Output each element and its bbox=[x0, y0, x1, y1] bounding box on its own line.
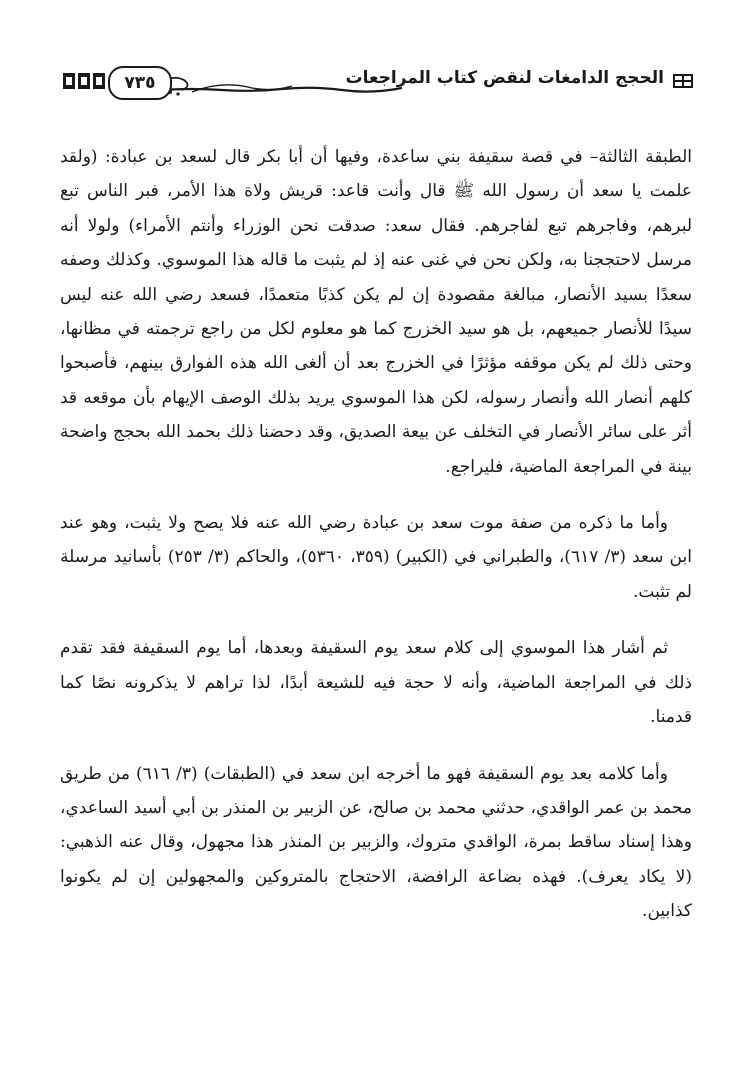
book-title: الحجج الدامغات لنقض كتاب المراجعات bbox=[345, 68, 664, 88]
paragraph-after-saqifa: وأما كلامه بعد يوم السقيفة فهو ما أخرجه ابن سعد في (الطبقات) (٣/ ٦١٦) من طريق محمد بن عمر الواقدي، حدثني محمد بن صالح، عن الزبير بن المنذر بن أبي أسيد الساعدي، وهذا إسناد ساقط بمرة، الواقدي متروك، والزبير بن المنذر هذا مجهول، وقال عنه الذهبي: (لا يكاد يعرف). فهذه بضاعة الرافضة، الاحتجاج بالمتروكين والمجهولين إن لم يكونوا كذابين. bbox=[60, 763, 692, 922]
paragraph-saqifa-speech: ثم أشار هذا الموسوي إلى كلام سعد يوم السقيفة وبعدها، أما يوم السقيفة فقد تقدم ذلك في المراجعة الماضية، وأنه لا حجة فيه للشيعة أبدًا، لذا تراهم لا يذكرونه نصًا كما قدمنا. bbox=[60, 638, 692, 728]
paragraph-saad-death: وأما ما ذكره من صفة موت سعد بن عبادة رضي الله عنه فلا يصح ولا يثبت، وهو عند ابن سعد (٣/ ٦١٧)، والطبراني في (الكبير) (٣٥٩، ٥٣٦٠)، والحاكم (٣/ ٢٥٣) بأسانيد مرسلة لم تثبت. bbox=[60, 513, 692, 602]
page-number: ٧٣٥ bbox=[108, 66, 172, 100]
header-left-ornament-icon bbox=[62, 71, 106, 91]
header-end-ornament-icon bbox=[672, 72, 694, 90]
flourish-line-icon bbox=[162, 70, 402, 98]
running-header bbox=[62, 60, 694, 108]
paragraph-tier-three: الطبقة الثالثة– في قصة سقيفة بني ساعدة، وفيها أن أبا بكر قال لسعد بن عبادة: (ولقد علمت يا سعد أن رسول الله ﷺ قال وأنت قاعد: قريش ولاة هذا الأمر، فبر الناس تبع لبرهم، وفاجرهم تبع لفاجرهم. فقال سعد: صدقت نحن الوزراء وأنتم الأمراء) ولولا أنه مرسل لاحتججنا به، ولكن نحن في غنى عنه إذ لم يثبت ما قاله هذا الموسوي. وكذلك وصفه سعدًا بسيد الأنصار، مبالغة مقصودة إن لم يكن كذبًا متعمدًا، فسعد رضي الله عنه ليس سيدًا للأنصار جميعهم، بل هو سيد الخزرج كما هو معلوم لكل من راجع ترجمته في مظانها، وحتى ذلك لم يكن موقفه مؤثرًا في الخزرج بعد أن ألغى الله هذه الفوارق بينهم، فأصبحوا كلهم أنصار الله وأنصار رسوله، لكن هذا الموسوي يريد بذلك الوصف الإيهام بأن موقعه قد أثر على سائر الأنصار في التخلف عن بيعة الصديق، وقد دحضنا ذلك بحمد الله بحجج واضحة بينة في المراجعة الماضية، فليراجع. bbox=[60, 147, 692, 477]
page-body bbox=[60, 140, 692, 951]
